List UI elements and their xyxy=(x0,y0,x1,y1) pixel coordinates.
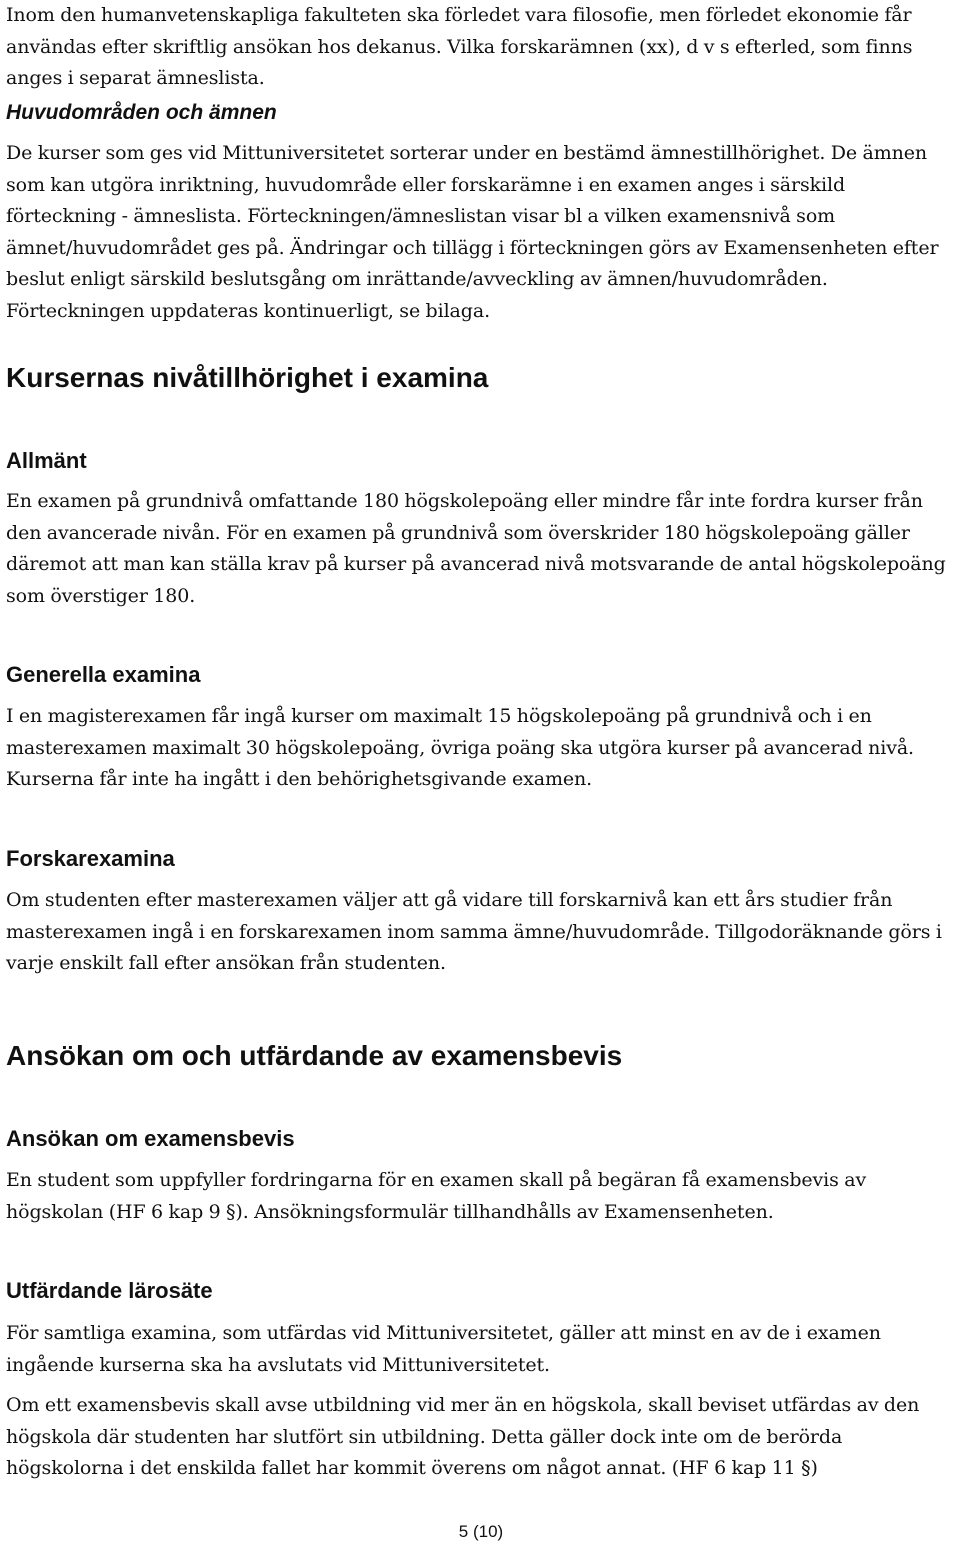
forskar-heading: Forskarexamina xyxy=(6,846,175,871)
allmant-section xyxy=(6,447,956,475)
page-number: 5 (10) xyxy=(458,1522,504,1541)
huvudomraden-paragraph: De kurser som ges vid Mittuniversitetet sorterar under en bestämd ämnestillhörighet. De ämnen som kan utgöra inriktning, huvudområde eller forskarämne i en examen anges i särskild förteckning - ämneslista. Förteckningen/ämneslistan visar bl a vilken examensnivå som ämnet/huvudområdet ges på. Ändringar och tillägg i förteckningen görs av Examensenheten efter beslut enligt särskild beslutsgång om inrättande/avveckling av ämnen/huvudområden. Förteckningen uppdateras kontinuerligt, se bilaga. xyxy=(6,142,939,322)
forskar-paragraph: Om studenten efter masterexamen väljer att gå vidare till forskarnivå kan ett års studier från masterexamen ingå i en forskarexamen inom samma ämne/huvudområde. Tillgodoräknande görs i varje enskilt fall efter ansökan från studenten. xyxy=(6,889,942,974)
allmant-heading: Allmänt xyxy=(6,448,87,473)
examensbevis-section xyxy=(6,1125,956,1153)
larosate-paragraph-1: För samtliga examina, som utfärdas vid Mittuniversitetet, gäller att minst en av de i examen ingående kurserna ska ha avslutats vid Mittuniversitetet. xyxy=(6,1322,881,1376)
larosate-body xyxy=(6,1318,956,1381)
intro-section xyxy=(6,0,956,95)
huvudomraden-section xyxy=(6,97,956,128)
intro-paragraph: Inom den humanvetenskapliga fakulteten ska förledet vara filosofie, men förledet ekonomie får användas efter skriftlig ansökan hos dekanus. Vilka forskarämnen (xx), d v s efterled, som finns anges i separat ämneslista. xyxy=(6,4,913,89)
forskar-section xyxy=(6,845,956,873)
document-page xyxy=(6,0,956,1547)
examensbevis-heading: Ansökan om examensbevis xyxy=(6,1126,295,1151)
forskar-body xyxy=(6,885,956,980)
larosate-section xyxy=(6,1277,956,1305)
kursernas-section xyxy=(6,361,956,395)
allmant-body xyxy=(6,486,956,612)
larosate-heading: Utfärdande lärosäte xyxy=(6,1278,213,1303)
kursernas-heading: Kursernas nivåtillhörighet i examina xyxy=(6,362,489,393)
examensbevis-paragraph: En student som uppfyller fordringarna för en examen skall på begäran få examensbevis av högskolan (HF 6 kap 9 §). Ansökningsformulär tillhandhålls av Examensenheten. xyxy=(6,1169,867,1223)
larosate-paragraph-2: Om ett examensbevis skall avse utbildning vid mer än en högskola, skall beviset utfärdas av den högskola där studenten har slutfört sin utbildning. Detta gäller dock inte om de berörda högskolorna i det enskilda fallet har kommit överens om något annat. (HF 6 kap 11 §) xyxy=(6,1394,920,1479)
generella-body xyxy=(6,701,956,796)
ansokan-section xyxy=(6,1039,956,1073)
examensbevis-body xyxy=(6,1165,956,1228)
generella-section xyxy=(6,661,956,689)
allmant-paragraph: En examen på grundnivå omfattande 180 högskolepoäng eller mindre får inte fordra kurser från den avancerade nivån. För en examen på grundnivå som överskrider 180 högskolepoäng gäller däremot att man kan ställa krav på kurser på avancerad nivå motsvarande de antal högskolepoäng som överstiger 180. xyxy=(6,490,946,607)
generella-heading: Generella examina xyxy=(6,662,201,687)
huvudomraden-body xyxy=(6,138,956,327)
huvudomraden-heading: Huvudområden och ämnen xyxy=(6,101,277,124)
larosate-body-2 xyxy=(6,1390,956,1485)
generella-paragraph: I en magisterexamen får ingå kurser om maximalt 15 högskolepoäng på grundnivå och i en masterexamen maximalt 30 högskolepoäng, övriga poäng ska utgöra kurser på avancerad nivå. Kurserna får inte ha ingått i den behörighetsgivande examen. xyxy=(6,705,915,790)
ansokan-heading: Ansökan om och utfärdande av examensbevis xyxy=(6,1040,623,1071)
